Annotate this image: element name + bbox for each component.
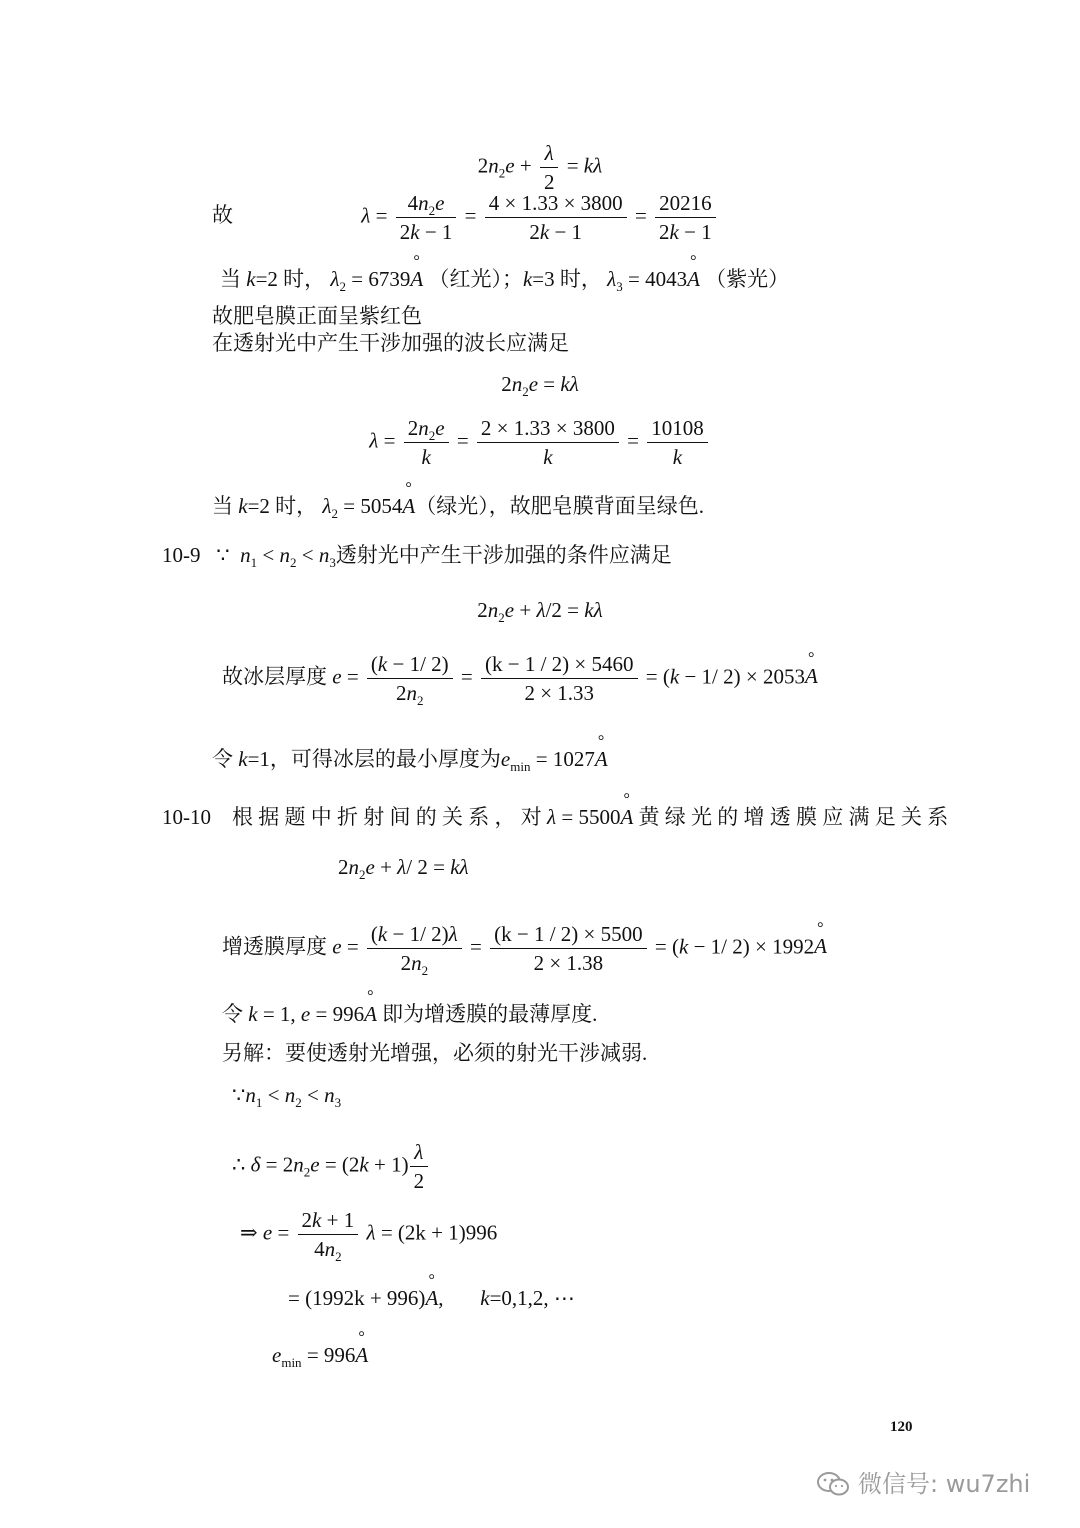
transmit-intro: 在透射光中产生干涉加强的波长应满足 [212,331,569,355]
line-k2-green: 当 k=2 时， $\lambda_2 = 5054^\circ$ A（绿光），故肥皂膜背面呈绿色. [212,493,704,519]
formula-e-values: = (1992k + 996)° A, k=0,1,2, ⋯ [288,1285,575,1311]
wechat-icon [816,1470,850,1504]
watermark-text: 微信号: wu7zhi [858,1470,1031,1498]
value-20216: 20216 [655,189,716,218]
formula-delta: ∴ $\delta = 2n_2e = (2k + 1)$ $\frac{\lambda}{2}$ [232,1138,431,1195]
formula-ice-condition: $2n_2e + \lambda/2 = k\lambda$ [477,598,603,625]
value-4x133x3800: 4 × 1.33 × 3800 [485,189,627,218]
ice-minimum-thickness: 令 k=1，可得冰层的最小厚度为$e_{min} = 1027^\circ$ A [212,746,608,772]
formula-transmission-condition: $2n_2e = k\lambda$ [501,372,579,399]
problem-10-9-header: 10-9 ∵ $n_1 < n_2 < n_3$透射光中产生干涉加强的条件应满足 [162,543,672,570]
conclusion-front-color: 故肥皂膜正面呈紫红色 [212,304,422,328]
formula-e-min: $e_{min} = 996^\circ$ A [272,1342,368,1368]
watermark [816,1464,1030,1504]
formula-reflection-condition: $2n_2e$ + $\frac{\lambda}{2}$ = kλ [477,141,603,194]
formula-ice-thickness: 故冰层厚度 e = $\frac{(k - 1/ 2)}{2n_2}$ = $\frac{(k - 1 / 2) \times 5460}{2 \times 1.33}$ = (k − 1/ 2) × 2053° A [222,650,818,707]
formula-e-general: ⇒ e = $\frac{2k + 1}{4n_2}$ λ = (2k + 1)996 [240,1208,498,1264]
label-gu: 故 [212,203,233,227]
formula-film-thickness: 增透膜厚度 e = $\frac{(k - 1/ 2)\lambda}{2n_2}$ = $\frac{(k - 1 / 2) \times 5500}{2 \times 1.38}$ = (k − 1/ 2) × 1992° A [222,920,827,977]
film-thinnest: 令 k = 1, e = 996° A 即为增透膜的最薄厚度. [222,1001,597,1027]
page-number: 120 [890,1419,913,1435]
value-10108: 10108 [647,414,708,443]
formula-n-order: $\because n_1 < n_2 < n_3$ [232,1083,342,1110]
formula-film-condition: $2n_2e + \lambda/$ 2 = kλ [338,855,469,882]
line-k2-k3-colors: 当 k=2 时， $\lambda_2 = 6739^\circ$ A （红光）；k=3 时， $\lambda_3 = 4043^\circ$ A （紫光） [220,266,789,292]
value-2x133x3800: 2 × 1.33 × 3800 [477,414,619,443]
formula-lambda-transmission: λ = $\frac{2n_2e}{k}$ = $\frac{2 \times 1.33 \times 3800}{k}$ = $\frac{10108}{k}$ [0,414,1080,471]
problem-10-10-header: 10-10 根 据 题 中 折 射 间 的 关 系 ， 对 λ = 5500° A 黄 绿 光 的 增 透 膜 应 满 足 关 系 [162,804,948,830]
alternative-solution: 另解：要使透射光增强，必须的射光干涉减弱. [222,1041,648,1065]
formula-lambda-reflection: λ = $\frac{4n_2e}{2k - 1}$ = $\frac{4 \times 1.33 \times 3800}{2k - 1}$ = $\frac{20216}{2k - 1}$ [0,189,1080,246]
